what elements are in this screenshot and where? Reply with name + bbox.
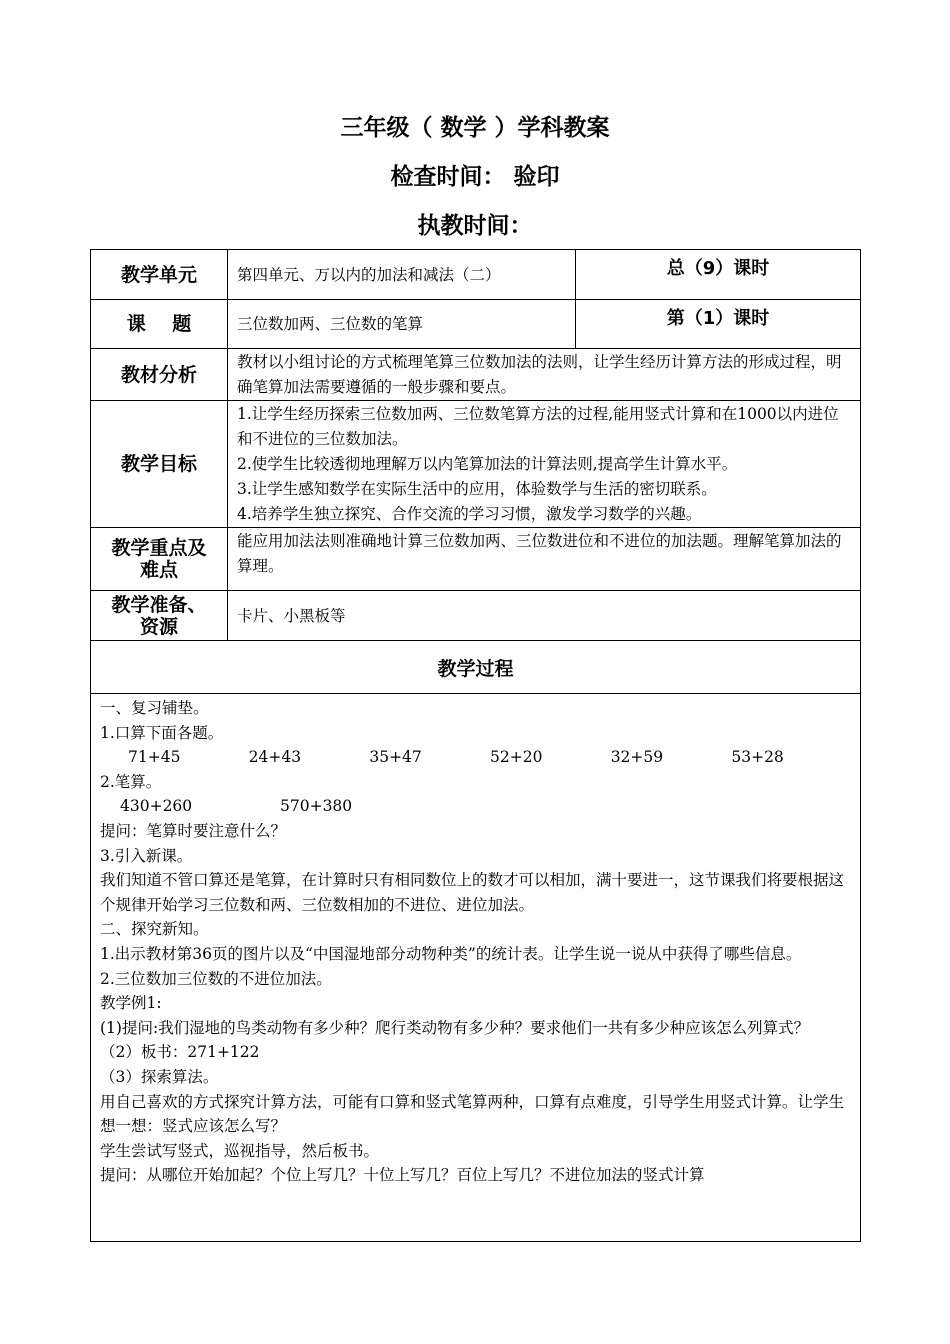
document-title: 三年级（ 数学 ）学科教案 [340,115,610,141]
oral-item: 24+43 [248,748,302,767]
topic-row [91,300,861,349]
process-line: 2.笔算。 [100,772,162,791]
analysis-row [91,349,861,401]
goal-item: 4.培养学生独立探究、合作交流的学习习惯，激发学习数学的兴趣。 [237,505,702,523]
oral-item: 32+59 [610,748,664,767]
analysis-label: 教材分析 [91,349,228,401]
goal-item: 1.让学生经历探索三位数加两、三位数笔算方法的过程,能用竖式计算和在1000以内进位和不进位的三位数加法。 [237,405,839,448]
key-points-row [91,528,861,591]
oral-calc-row [100,745,852,770]
process-line: 教学例1: [100,994,162,1013]
oral-item: 52+20 [490,748,543,767]
process-line: （2）板书：271+122 [100,1043,260,1062]
unit-row [91,250,861,300]
topic-value: 三位数加两、三位数的笔算 [228,300,576,349]
process-line: (1)提问:我们湿地的鸟类动物有多少种？爬行类动物有多少种？要求他们一共有多少种应该怎么列算式？ [100,1018,810,1037]
process-line: 提问：笔算时要注意什么？ [100,821,287,840]
goals-row [91,401,861,528]
goals-label: 教学目标 [91,401,228,528]
unit-value: 第四单元、万以内的加法和减法（二） [228,250,576,300]
total-hours: 总（9）课时 [576,250,861,300]
teaching-time-line: 执教时间： [417,213,533,239]
preparation-row [91,591,861,641]
process-heading: 教学过程 [91,641,861,694]
goal-item: 3.让学生感知数学在实际生活中的应用，体验数学与生活的密切联系。 [237,480,717,498]
process-line: 1.出示教材第36页的图片以及“中国湿地部分动物种类”的统计表。让学生说一说从中获得了哪些信息。 [100,944,802,963]
key-points-label: 教学重点及 难点 [91,528,228,591]
preparation-value: 卡片、小黑板等 [228,591,861,641]
oral-item: 71+45 [128,748,181,767]
process-line: 用自己喜欢的方式探究计算方法，可能有口算和竖式笔算两种，口算有点难度，引导学生用竖式计算。让学生想一想：竖式应该怎么写？ [100,1092,845,1136]
preparation-label: 教学准备、 资源 [91,591,228,641]
oral-item: 53+28 [731,748,784,767]
process-header-row [91,641,861,694]
process-line: 学生尝试写竖式，巡视指导，然后板书。 [100,1141,380,1160]
topic-label: 课 题 [91,300,228,349]
process-line: 一、复习铺垫。 [100,699,209,717]
process-line: 2.三位数加三位数的不进位加法。 [100,969,332,988]
check-time-line: 检查时间： 验印 [390,164,560,190]
key-points-value: 能应用加法法则准确地计算三位数加两、三位数进位和不进位的加法题。理解笔算加法的算理。 [228,528,861,591]
process-line: （3）探索算法。 [100,1067,219,1086]
lesson-number: 第（1）课时 [576,300,861,349]
process-row [91,694,861,1242]
process-line: 提问：从哪位开始加起？个位上写几？十位上写几？百位上写几？不进位加法的竖式计算 [100,1166,705,1185]
unit-label: 教学单元 [91,250,228,300]
goal-item: 2.使学生比较透彻地理解万以内笔算加法的计算法则,提高学生计算水平。 [237,455,738,473]
written-item: 570+380 [280,797,353,816]
written-item: 430+260 [120,797,193,816]
written-calc-row [100,794,852,819]
oral-item: 35+47 [369,748,422,767]
process-line: 3.引入新课。 [100,846,193,865]
process-content [91,694,861,1242]
lesson-plan-table [90,249,861,1242]
process-line: 二、探究新知。 [100,920,209,939]
process-line: 我们知道不管口算还是笔算，在计算时只有相同数位上的数才可以相加，满十要进一，这节课我们将要根据这个规律开始学习三位数和两、三位数相加的不进位、进位加法。 [100,871,845,914]
goals-list [228,401,861,528]
process-line: 1.口算下面各题。 [100,723,224,742]
analysis-value: 教材以小组讨论的方式梳理笔算三位数加法的法则，让学生经历计算方法的形成过程，明确笔算加法需要遵循的一般步骤和要点。 [228,349,861,401]
